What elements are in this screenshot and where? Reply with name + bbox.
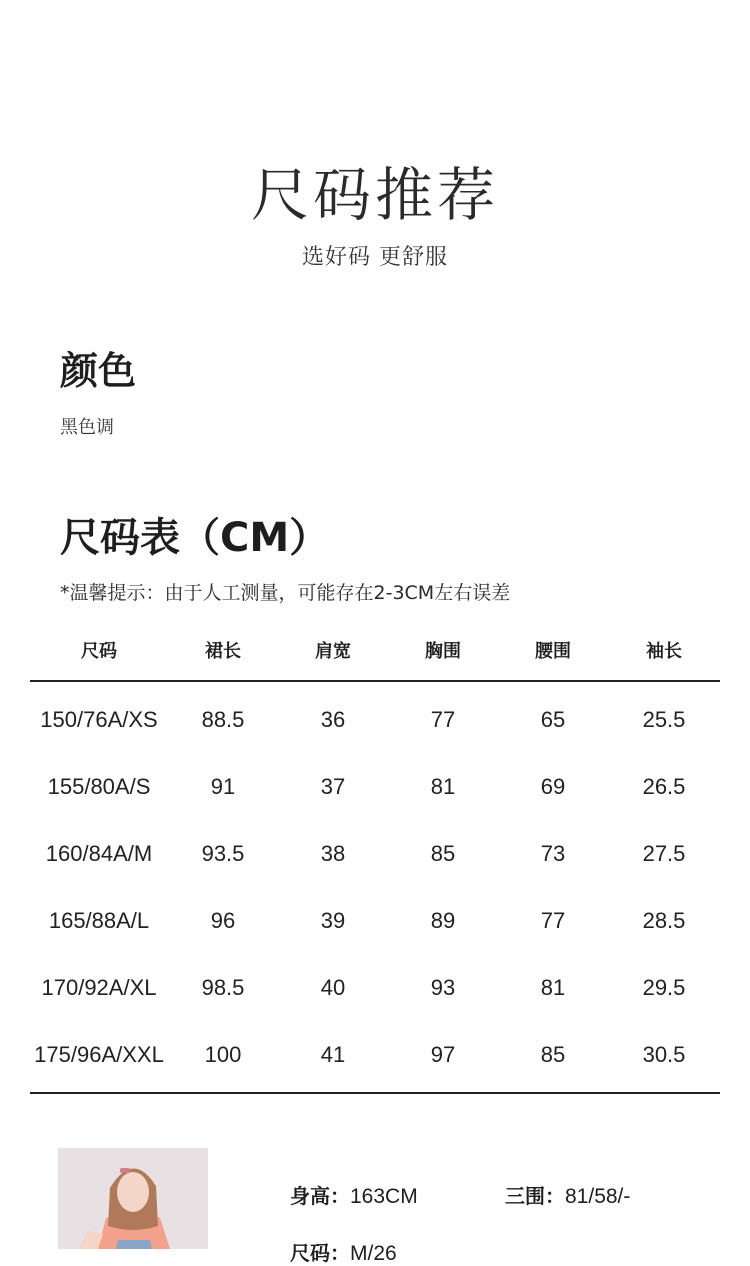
cell-skirt-length: 91 [210,773,236,799]
cell-waist: 85 [540,1041,566,1067]
header-skirt-length: 裙长 [205,641,241,662]
cell-bust: 97 [430,1041,456,1067]
size-table [30,620,720,1094]
color-heading: 颜色 [60,349,137,393]
cell-skirt-length: 96 [210,907,236,933]
model-height-label: 身高： [290,1184,350,1208]
cell-skirt-length: 88.5 [201,706,245,732]
measurement-note: *温馨提示：由于人工测量，可能存在2-3CM左右误差 [60,582,511,604]
header-bust: 胸围 [425,641,461,662]
model-height-value: 163CM [350,1185,418,1208]
cell-size: 170/92A/XL [41,974,157,1000]
cell-waist: 69 [540,773,566,799]
cell-bust: 81 [430,773,456,799]
model-size-value: M/26 [350,1242,397,1265]
model-photo-illustration [58,1148,208,1249]
model-measurements [505,1180,630,1209]
cell-waist: 73 [540,840,566,866]
cell-bust: 85 [430,840,456,866]
header-sleeve-length: 袖长 [646,641,682,662]
cell-skirt-length: 100 [204,1041,242,1067]
cell-shoulder-width: 40 [320,974,346,1000]
table-header-row [30,620,720,682]
page-title: 尺码推荐 [250,161,499,229]
cell-shoulder-width: 36 [320,706,346,732]
model-measurements-value: 81/58/- [565,1185,631,1208]
cell-sleeve-length: 28.5 [642,907,686,933]
cell-skirt-length: 98.5 [201,974,245,1000]
model-size-label: 尺码： [290,1241,350,1265]
cell-waist: 77 [540,907,566,933]
table-row [30,753,720,820]
header-shoulder-width: 肩宽 [315,641,351,662]
table-row [30,820,720,887]
cell-size: 160/84A/M [45,840,153,866]
cell-sleeve-length: 29.5 [642,974,686,1000]
cell-sleeve-length: 26.5 [642,773,686,799]
cell-bust: 89 [430,907,456,933]
table-row [30,954,720,1021]
cell-shoulder-width: 39 [320,907,346,933]
table-row [30,887,720,954]
header-size: 尺码 [81,641,117,662]
cell-size: 175/96A/XXL [34,1041,164,1067]
model-photo [58,1148,208,1249]
cell-size: 150/76A/XS [40,706,158,732]
cell-waist: 81 [540,974,566,1000]
cell-size: 165/88A/L [48,907,150,933]
size-chart-heading: 尺码表（CM） [60,515,330,561]
cell-bust: 93 [430,974,456,1000]
cell-bust: 77 [430,706,456,732]
model-height [290,1180,418,1209]
cell-shoulder-width: 37 [320,773,346,799]
cell-waist: 65 [540,706,566,732]
cell-sleeve-length: 25.5 [642,706,686,732]
color-value: 黑色调 [60,417,114,438]
cell-sleeve-length: 27.5 [642,840,686,866]
table-row [30,686,720,753]
table-body [30,682,720,1094]
model-measurements-label: 三围： [505,1184,565,1208]
cell-skirt-length: 93.5 [201,840,245,866]
cell-size: 155/80A/S [47,773,151,799]
cell-shoulder-width: 38 [320,840,346,866]
header-waist: 腰围 [535,641,571,662]
cell-shoulder-width: 41 [320,1041,346,1067]
model-size [290,1237,397,1266]
cell-sleeve-length: 30.5 [642,1041,686,1067]
page-subtitle: 选好码 更舒服 [302,245,448,270]
table-row [30,1021,720,1088]
